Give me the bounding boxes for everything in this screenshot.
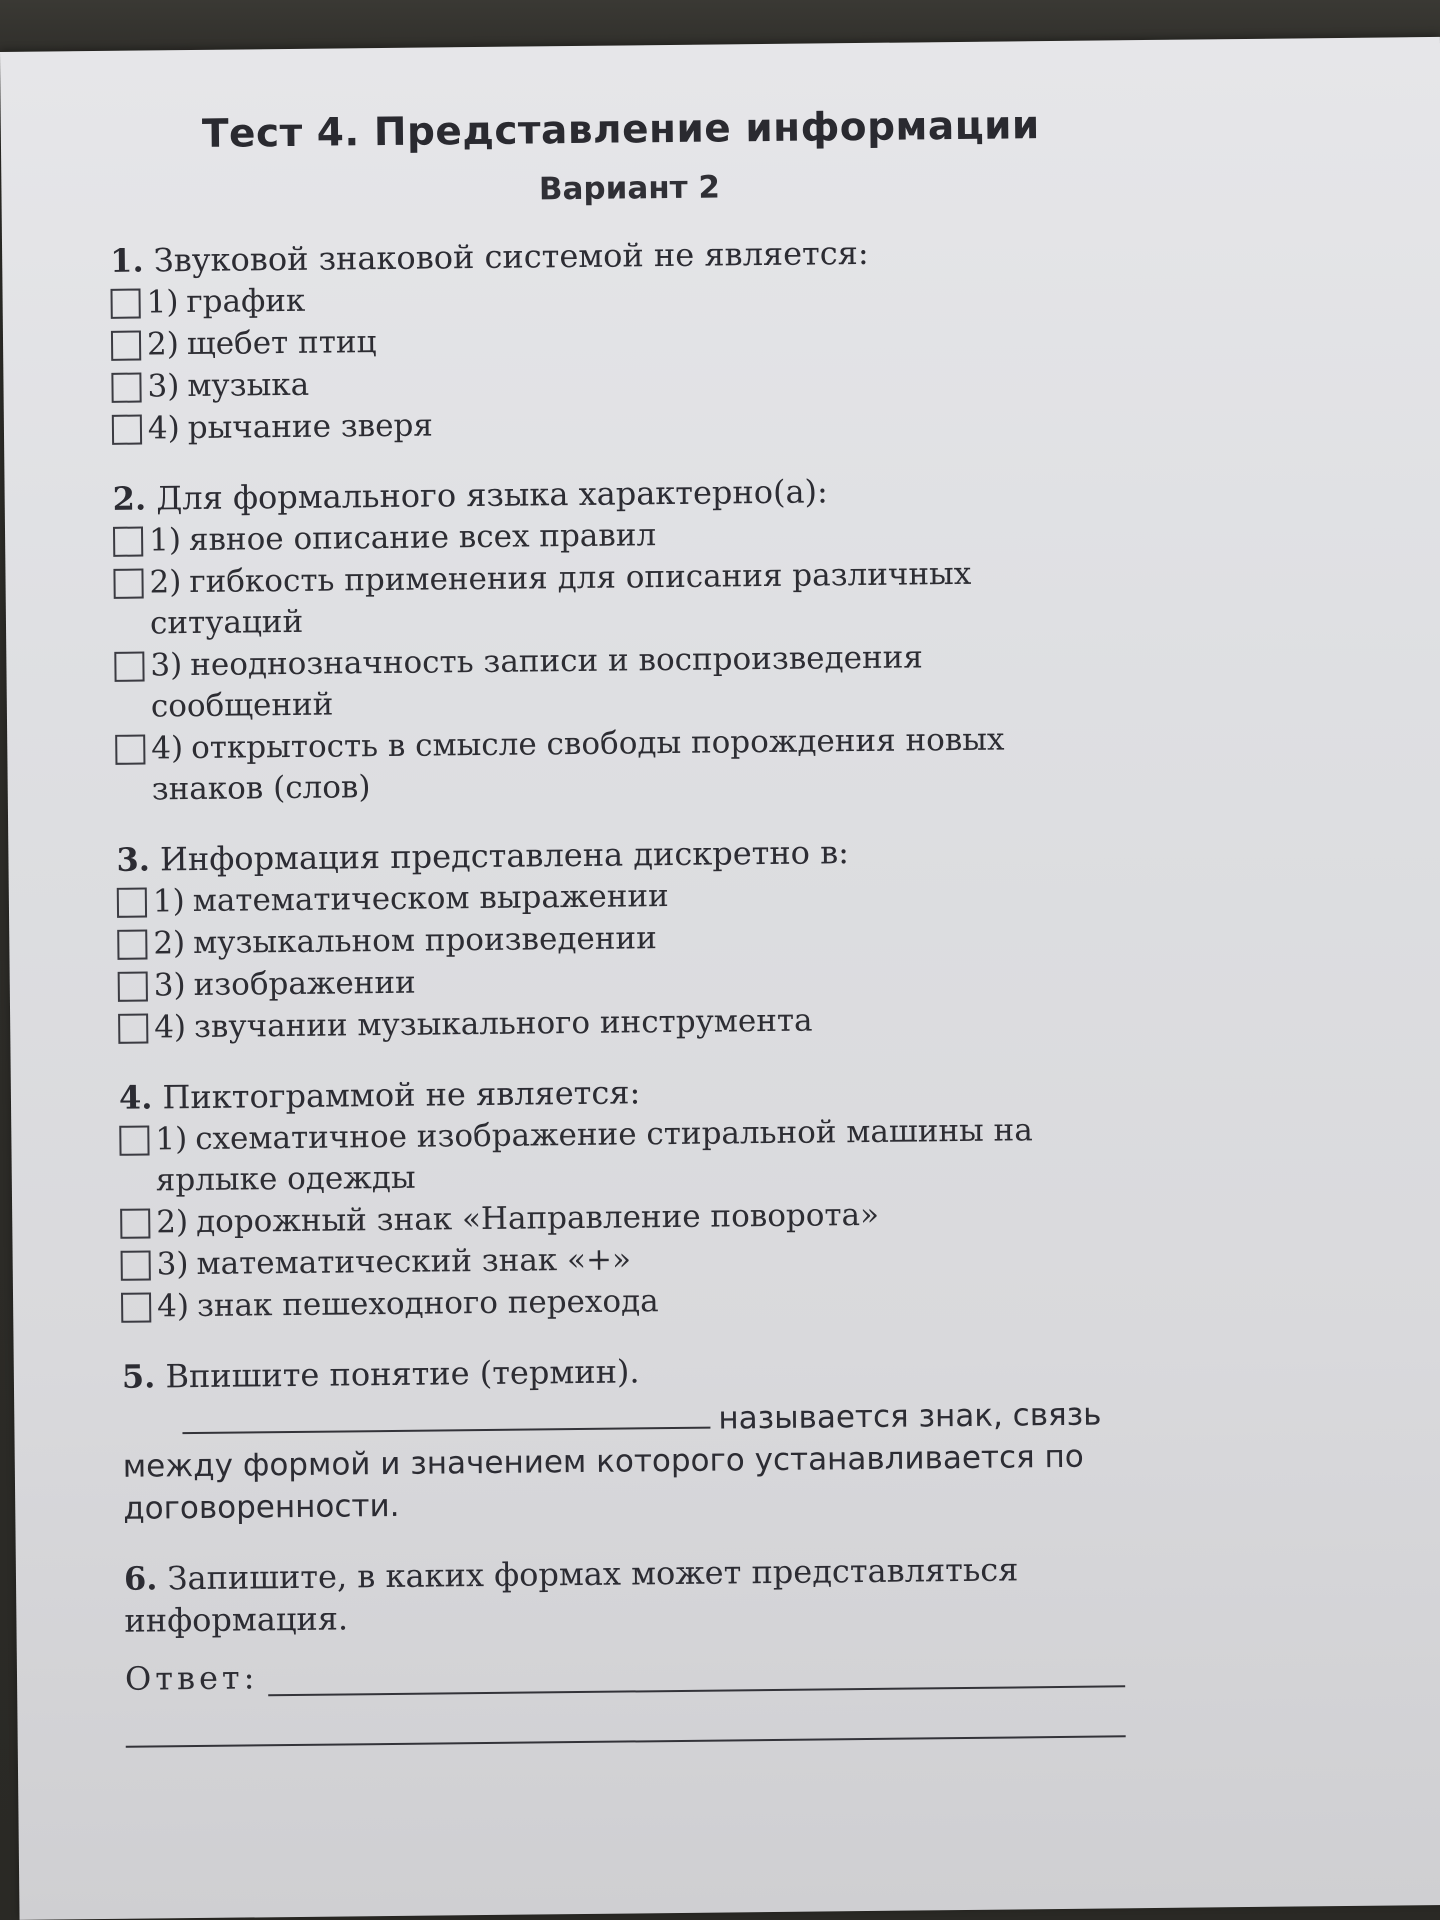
option-text: музыка — [187, 366, 310, 405]
question-4 — [119, 1066, 1122, 1327]
option-number: 2) — [149, 564, 182, 601]
question-6-text — [124, 1547, 1125, 1641]
answer-checkbox[interactable] — [117, 930, 147, 960]
page-title: Тест 4. Представление информации — [201, 103, 1040, 157]
answer-checkbox[interactable] — [121, 1250, 151, 1280]
option-text: открытость в смысле свободы порождения новых знаков (слов) — [151, 721, 1005, 808]
option-number: 2) — [146, 326, 180, 363]
option-2-3 — [114, 635, 1115, 727]
option-number: 2) — [153, 925, 186, 962]
question-number: 6. — [123, 1559, 158, 1598]
option-text: музыкальном произведении — [192, 920, 657, 962]
question-prompt: Запишите, в каких формах может представляться информация. — [124, 1550, 1019, 1640]
answer-checkbox[interactable] — [117, 888, 147, 918]
answer-checkbox[interactable] — [110, 289, 140, 319]
question-prompt: Информация представлена дискретно в: — [159, 833, 850, 879]
option-text: математический знак «+» — [196, 1241, 632, 1283]
sheet-content — [109, 102, 1126, 1747]
option-text: неоднозначность записи и воспроизведения сообщений — [150, 639, 924, 725]
option-number: 3) — [147, 368, 180, 405]
option-text: математическом выражении — [192, 878, 669, 920]
answer-checkbox[interactable] — [120, 1208, 150, 1238]
answer-checkbox[interactable] — [111, 373, 141, 403]
question-prompt: Звуковой знаковой системой не является: — [153, 233, 869, 280]
option-number: 1) — [146, 284, 179, 321]
question-6 — [124, 1547, 1126, 1747]
question-number: 4. — [118, 1078, 153, 1117]
definition-rest: между формой и значением которого устанавливается по договоренности. — [122, 1438, 1084, 1527]
question-3 — [116, 828, 1118, 1048]
option-2-2 — [113, 552, 1114, 644]
option-number: 3) — [150, 647, 183, 684]
option-number: 1) — [148, 522, 182, 559]
option-number: 1) — [155, 1121, 188, 1158]
term-definition — [122, 1393, 1123, 1529]
option-text: явное описание всех правил — [188, 517, 657, 559]
question-5 — [122, 1345, 1124, 1529]
question-5-text — [122, 1345, 1122, 1397]
question-number: 5. — [121, 1357, 156, 1396]
option-number: 3) — [153, 967, 186, 1004]
option-2-4 — [115, 718, 1116, 810]
option-text: схематичное изображение стиральной машины на ярлыке одежды — [155, 1112, 1033, 1199]
answer-checkbox[interactable] — [113, 569, 143, 599]
answer-checkbox[interactable] — [111, 331, 141, 361]
answer-checkbox[interactable] — [113, 527, 143, 557]
option-number: 4) — [151, 730, 184, 767]
answer-checkbox[interactable] — [118, 972, 148, 1002]
answer-checkbox[interactable] — [114, 652, 144, 682]
option-4-1 — [119, 1109, 1120, 1201]
question-number: 1. — [109, 241, 144, 280]
option-text: знак пешеходного перехода — [196, 1283, 659, 1325]
option-number: 1) — [152, 883, 185, 920]
answer-line-second[interactable] — [125, 1687, 1125, 1747]
option-number: 2) — [156, 1204, 189, 1241]
question-number: 3. — [116, 840, 151, 879]
variant-label: Вариант 2 — [538, 169, 721, 208]
option-text: звучании музыкального инструмента — [193, 1002, 813, 1046]
question-2 — [112, 467, 1115, 810]
answer-checkbox[interactable] — [112, 415, 142, 445]
option-number: 4) — [154, 1009, 187, 1046]
question-number: 2. — [112, 479, 147, 518]
answer-checkbox[interactable] — [121, 1292, 151, 1322]
option-text: рычание зверя — [187, 407, 434, 447]
option-number: 4) — [156, 1288, 190, 1325]
question-prompt: Для формального языка характерно(а): — [156, 472, 829, 518]
term-blank-line[interactable] — [182, 1399, 710, 1435]
question-prompt: Пиктограммой не является: — [162, 1073, 641, 1117]
option-number: 4) — [147, 410, 180, 447]
option-number: 3) — [156, 1246, 189, 1283]
option-text: щебет птиц — [186, 324, 377, 363]
answer-checkbox[interactable] — [118, 1014, 148, 1044]
question-1 — [110, 229, 1112, 449]
question-prompt: Впишите понятие (термин). — [165, 1352, 640, 1396]
option-text: гибкость применения для описания различных ситуаций — [149, 555, 972, 642]
test-sheet — [0, 37, 1440, 1920]
option-text: график — [186, 282, 306, 321]
option-text: дорожный знак «Направление поворота» — [195, 1196, 880, 1241]
answer-checkbox[interactable] — [119, 1125, 149, 1155]
answer-checkbox[interactable] — [115, 735, 145, 765]
option-text: изображении — [193, 964, 416, 1004]
definition-after-blank: называется знак, связь — [718, 1396, 1102, 1437]
answer-label: Ответ: — [124, 1658, 259, 1698]
